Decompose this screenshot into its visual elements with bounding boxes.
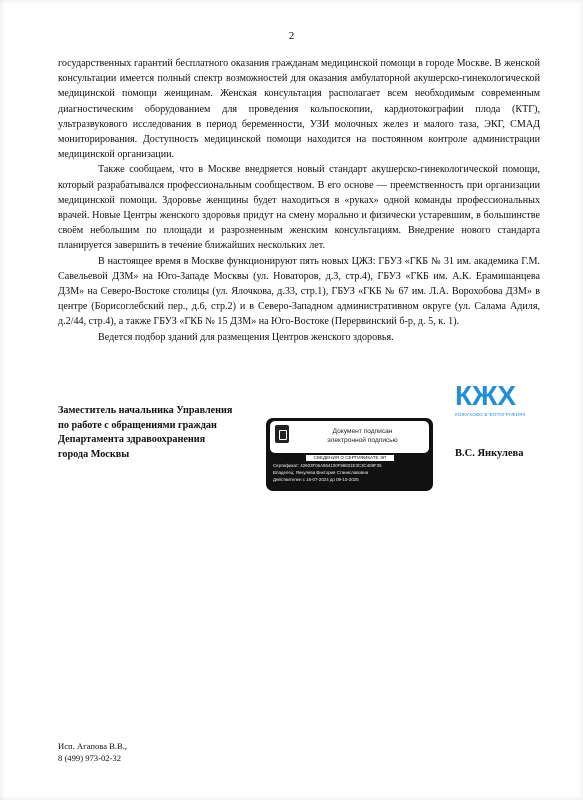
signatory-position-line: города Москвы xyxy=(58,448,130,460)
letter-body xyxy=(58,56,540,345)
signatory-position-line: по работе с обращениями граждан xyxy=(58,419,217,431)
executor-phone: 8 (499) 973-02-32 xyxy=(58,753,122,763)
logo-caption: КОЖУХОВО В ФОТОГРАФИЯХ xyxy=(455,412,526,417)
signatory-name: В.С. Янкулева xyxy=(455,448,524,459)
electronic-signature-stamp xyxy=(266,418,433,491)
stamp-owner: Владелец: Янкулева Виктория Станиславовна xyxy=(273,470,369,475)
signatory-position-line: Заместитель начальника Управления xyxy=(58,405,233,416)
stamp-title-line: Документ подписан xyxy=(332,428,393,435)
stamp-title-box xyxy=(270,421,429,453)
paragraph-women-consultation: государственных гарантий бесплатного оказания гражданам медицинской помощи в городе Москве. В женской консультации имеется полный спектр возможностей для оказания амбулаторной акушерско-гинекологической медицинской помощи женщинам. Женская консультация располагает всем необходимым современным диагностическим оборудованием для проведения кольпоскопии, кардиотокографии плода (КТГ), ультразвукового исследования в период беременности, УЗИ молочных желез и малого таза, ЭКГ, СМАД мониторирования. Доступность медицинской помощи находится на постоянном контроле администрации медицинской организации. xyxy=(58,58,540,161)
signatory-position-line: Департамента здравоохранения xyxy=(58,434,206,445)
paragraph-centers-list: В настоящее время в Москве функционируют пять новых ЦЖЗ: ГБУЗ «ГКБ № 31 им. академика Г.М. Савельевой ДЗМ» на Юго-Западе Москвы (ул. Новаторов, д.3, стр.4), ГБУЗ «ГКБ им. А.К. Ерамишанцева ДЗМ» на Северо-Востоке столицы (ул. Ялочкова, д.33, стр.1), ГБУЗ «ГКБ № 67 им. Л.А. Ворохобова ДЗМ» в центре (Борисоглебский пер., д.6, стр.2) и в Северо-Западном административном округе (ул. Салама Адиля, д.2/44, стр.4), а также ГБУЗ «ГКБ № 15 ДЗМ» на Юго-Востоке (Перервинский б-р, д. 5, к. 1). xyxy=(58,255,540,328)
kzhkh-logo xyxy=(455,381,540,423)
page-number: 2 xyxy=(288,30,295,42)
executor-name: Исп. Агапова В.В., xyxy=(58,741,128,751)
stamp-title xyxy=(300,427,425,445)
paragraph-building-selection: Ведется подбор зданий для размещения Центров женского здоровья. xyxy=(98,331,394,343)
signatory-position xyxy=(58,404,298,462)
stamp-validity: Действителен с 16-07-2024 до 09-10-2025 xyxy=(273,477,359,482)
stamp-certificate-number: Сертификат: 42603F06A864100F98831E3C3C408F36 xyxy=(273,463,382,468)
paragraph-new-standard: Также сообщаем, что в Москве внедряется новый стандарт акушерско-гинекологической помощи, который разрабатывался профессиональным сообществом. В его основе — преемственность при организации медицинской помощи. Здоровье женщины будет находиться в «руках» одной команды профессиональных врачей. Новые Центры женского здоровья придут на смену морально и физически устаревшим, в большинстве своём небольшим по площади и разрозненным женским консультациям. Внедрение нового стандарта планируется завершить в течение ближайших нескольких лет. xyxy=(58,164,540,252)
stamp-certificate-header: СВЕДЕНИЯ О СЕРТИФИКАТЕ ЭП xyxy=(306,455,394,461)
coat-of-arms-icon xyxy=(275,425,289,443)
stamp-title-line: электронной подписью xyxy=(327,437,398,444)
logo-letters: КЖХ xyxy=(455,380,517,411)
executor-info xyxy=(58,740,127,764)
